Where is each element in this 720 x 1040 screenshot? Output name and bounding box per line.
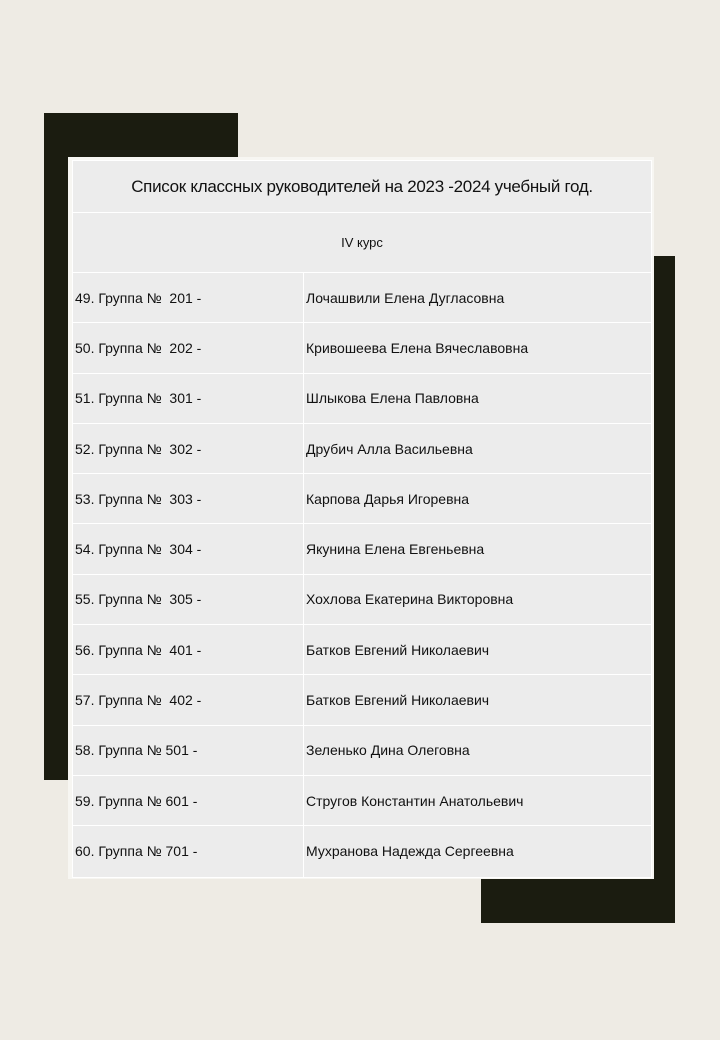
table-row (73, 625, 651, 675)
group-cell: 52. Группа № 302 - (73, 424, 304, 473)
group-cell: 49. Группа № 201 - (73, 273, 304, 322)
table-title: Список классных руководителей на 2023 -2024 учебный год. (73, 161, 651, 213)
table-row (73, 776, 651, 826)
group-cell: 51. Группа № 301 - (73, 374, 304, 423)
table-row (73, 726, 651, 776)
group-cell: 60. Группа № 701 - (73, 826, 304, 876)
table-row (73, 374, 651, 424)
table-row (73, 474, 651, 524)
table-row (73, 826, 651, 876)
table-body (73, 273, 651, 877)
teacher-name-cell: Батков Евгений Николаевич (306, 692, 490, 709)
group-cell: 58. Группа № 501 - (73, 726, 304, 775)
group-cell: 57. Группа № 402 - (73, 675, 304, 724)
table-row (73, 675, 651, 725)
teacher-name-cell: Карпова Дарья Игоревна (306, 490, 470, 507)
teacher-name-cell: Кривошеева Елена Вячеславовна (306, 339, 529, 356)
teacher-name-cell: Лочашвили Елена Дугласовна (306, 289, 505, 306)
course-heading: IV курс (73, 213, 651, 273)
table-row (73, 273, 651, 323)
teacher-name-cell: Якунина Елена Евгеньевна (306, 541, 485, 558)
group-cell: 56. Группа № 401 - (73, 625, 304, 674)
teacher-name-cell: Друбич Алла Васильевна (306, 440, 473, 457)
table-row (73, 575, 651, 625)
table-row (73, 424, 651, 474)
group-cell: 53. Группа № 303 - (73, 474, 304, 523)
teacher-name-cell: Батков Евгений Николаевич (306, 641, 490, 658)
group-cell: 54. Группа № 304 - (73, 524, 304, 573)
teacher-table (72, 160, 652, 878)
teacher-name-cell: Стругов Константин Анатольевич (306, 792, 524, 809)
table-row (73, 323, 651, 373)
teacher-name-cell: Зеленько Дина Олеговна (306, 742, 470, 759)
group-cell: 55. Группа № 305 - (73, 575, 304, 624)
table-row (73, 524, 651, 574)
teacher-name-cell: Шлыкова Елена Павловна (306, 390, 479, 407)
teacher-name-cell: Хохлова Екатерина Викторовна (306, 591, 514, 608)
group-cell: 59. Группа № 601 - (73, 776, 304, 825)
group-cell: 50. Группа № 202 - (73, 323, 304, 372)
teacher-name-cell: Мухранова Надежда Сергеевна (306, 843, 514, 860)
